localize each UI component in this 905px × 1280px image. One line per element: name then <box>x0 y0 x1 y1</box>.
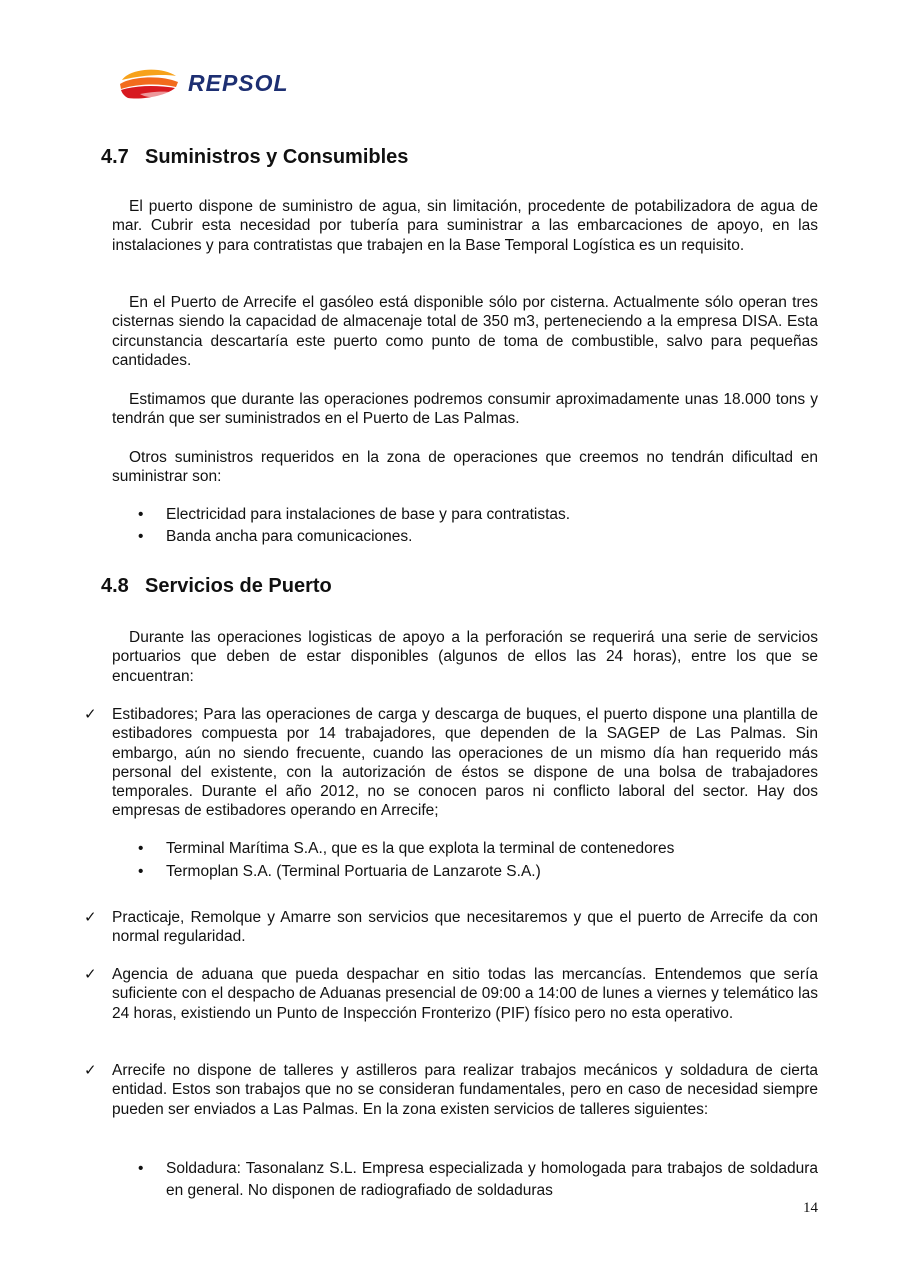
section-title: Suministros y Consumibles <box>145 146 409 168</box>
paragraph: Estimamos que durante las operaciones podremos consumir aproximadamente unas 18.000 tons y tendrán que ser suministrados en el Puerto de Las Palmas. <box>112 391 818 428</box>
checklist-text: Agencia de aduana que pueda despachar en sitio todas las mercancías. Entendemos que sería suficiente con el despacho de Aduanas presencial de 09:00 a 14:00 de lunes a viernes y telemático las 24 horas, existiendo un Punto de Inspección Fronterizo (PIF) físico pero no esta operativo. <box>112 966 818 1022</box>
repsol-flame-icon <box>118 66 180 104</box>
checklist-text: Estibadores; Para las operaciones de carga y descarga de buques, el puerto dispone una plantilla de estibadores compuesta por 14 trabajadores, que dependen de la SAGEP de Las Palmas. Sin embargo, aún no siendo frecuente, cuando las operaciones de un mismo día han requerido más personal del existente, con la autorización de éstos se dispone de una bolsa de trabajadores temporales. Durante el año 2012, no se conocen paros ni conflicto laboral del sector. Hay dos empresas de estibadores operando en Arrecife; <box>112 706 818 820</box>
bullet-icon: • <box>138 528 144 545</box>
checklist-item <box>84 965 818 1023</box>
paragraph: El puerto dispone de suministro de agua, sin limitación, procedente de potabilizadora de agua de mar. Cubrir esta necesidad por tubería para suministrar a las embarcaciones de apoyo, en las instalaciones y para contratistas que trabajen en la Base Temporal Logística es un requisito. <box>112 198 818 254</box>
checkmark-icon: ✓ <box>84 966 97 983</box>
paragraph: Otros suministros requeridos en la zona de operaciones que creemos no tendrán dificultad en suministrar son: <box>112 449 818 486</box>
section-number: 4.8 <box>101 575 129 597</box>
paragraph: En el Puerto de Arrecife el gasóleo está disponible sólo por cisterna. Actualmente sólo operan tres cisternas siendo la capacidad de almacenaje total de 350 m3, perteneciendo a la empresa DISA. Esta circunstancia descartaría este puerto como punto de toma de combustible, salvo para pequeñas cantidades. <box>112 294 818 369</box>
bullet-icon: • <box>138 863 144 880</box>
checklist-item <box>84 1061 818 1119</box>
list-item: • Banda ancha para comunicaciones. <box>138 528 413 545</box>
repsol-logo <box>118 66 318 104</box>
bullet-icon: • <box>138 1160 144 1177</box>
bullet-list <box>138 840 818 881</box>
checklist-item <box>84 705 818 821</box>
list-item: • Electricidad para instalaciones de base y para contratistas. <box>138 506 571 523</box>
bullet-list <box>138 1158 818 1202</box>
bullet-icon: • <box>138 506 144 523</box>
paragraph: Durante las operaciones logisticas de apoyo a la perforación se requerirá una serie de servicios portuarios que deben de estar disponibles (algunos de ellos las 24 horas), entre los que se encuentran: <box>112 629 818 685</box>
list-item: • Soldadura: Tasonalanz S.L. Empresa especializada y homologada para trabajos de soldadura en general. No disponen de radiografiado de soldaduras <box>138 1160 818 1199</box>
page-number: 14 <box>803 1200 818 1216</box>
bullet-list <box>138 506 818 546</box>
brand-name: REPSOL <box>188 70 289 96</box>
list-item: • Terminal Marítima S.A., que es la que explota la terminal de contenedores <box>138 840 675 857</box>
checklist-text: Arrecife no dispone de talleres y astilleros para realizar trabajos mecánicos y soldadura de cierta entidad. Estos son trabajos que no se consideran fundamentales, pero en caso de necesidad siempre pueden ser enviados a Las Palmas. En la zona existen servicios de talleres siguientes: <box>112 1062 818 1118</box>
section-title: Servicios de Puerto <box>145 575 332 597</box>
list-item: • Termoplan S.A. (Terminal Portuaria de Lanzarote S.A.) <box>138 863 541 880</box>
section-heading-4-7 <box>101 146 408 169</box>
section-heading-4-8 <box>101 575 332 598</box>
checkmark-icon: ✓ <box>84 909 97 926</box>
checkmark-icon: ✓ <box>84 1062 97 1079</box>
checklist-item <box>84 908 818 947</box>
bullet-icon: • <box>138 840 144 857</box>
checklist-text: Practicaje, Remolque y Amarre son servicios que necesitaremos y que el puerto de Arrecife da con normal regularidad. <box>112 909 818 946</box>
checkmark-icon: ✓ <box>84 706 97 723</box>
section-number: 4.7 <box>101 146 129 168</box>
